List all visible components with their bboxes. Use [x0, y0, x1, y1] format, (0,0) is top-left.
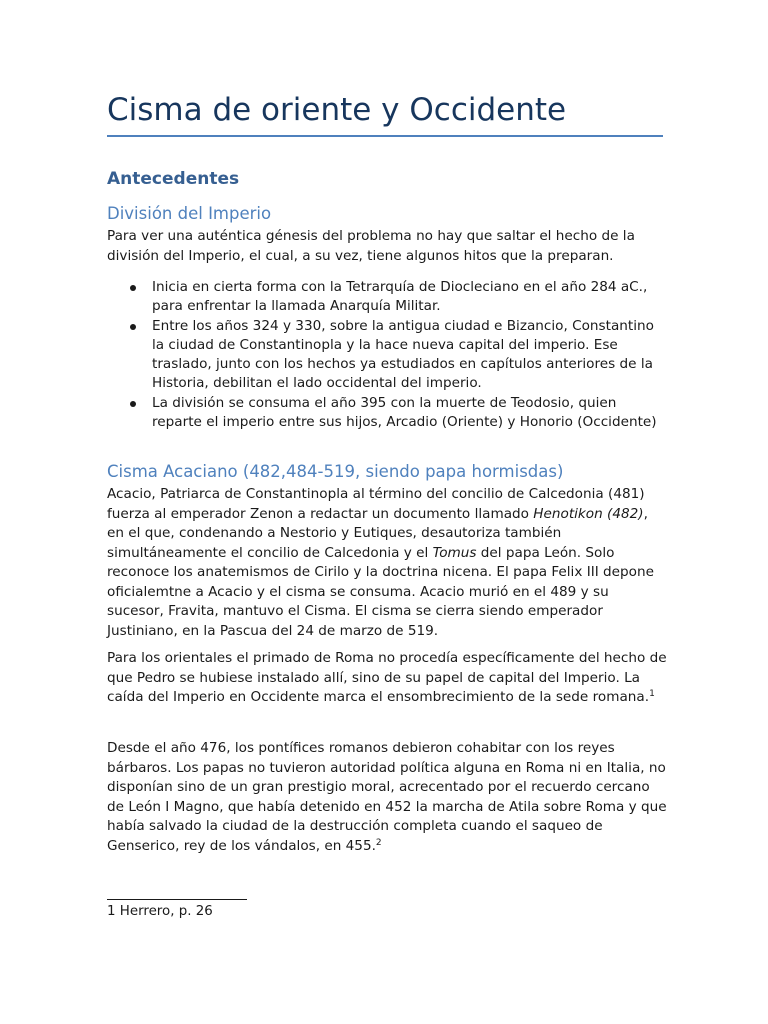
bullet-icon	[130, 285, 136, 291]
bullet-icon	[130, 324, 136, 330]
paragraph-acaciano-1	[107, 485, 667, 641]
list-item	[107, 317, 663, 394]
text-run: del papa León. Solo reconoce los anatemismos de Cirilo y la doctrina nicena. El papa Felix III depone oficialemtne a Acacio y el cisma se consuma. Acacio murió en el 489 y su sucesor, Fravita, mantuvo el Cisma. El cisma se cierra siendo emperador Justiniano, en la Pascua del 24 de marzo de 519.	[107, 544, 654, 639]
text-run: Para los orientales el primado de Roma no procedía específicamente del hecho de que Pedro se hubiese instalado allí, sino de su papel de capital del Imperio. La caída del Imperio en Occidente marca el ensombrecimiento de la sede romana.	[107, 650, 667, 705]
title-underline	[107, 135, 663, 137]
footnote-reference-1[interactable]: 1	[649, 689, 655, 699]
footnote-reference-2[interactable]: 2	[375, 837, 382, 848]
text-run: Acacio, Patriarca de Constantinopla al término del concilio de Calcedonia (481) fuerza al emperador Zenon a redactar un documento llamado	[107, 486, 645, 522]
footnote-1: 1 Herrero, p. 26	[107, 904, 213, 919]
text-run: Desde el año 476, los pontífices romanos debieron cohabitar con los reyes bárbaros. Los papas no tuvieron autoridad política alguna en Roma ni en Italia, no disponían sino de un gran prestigio moral, acrecentado por el recuerdo cercano de León I Magno, que había detenido en 452 la marcha de Atila sobre Roma y que había salvado la ciudad de la destrucción completa cuando el saqueo de Genserico, rey de los vándalos, en 455.	[107, 740, 667, 854]
paragraph-acaciano-3	[107, 739, 667, 856]
text-run-henotikon: Henotikon (482)	[533, 505, 644, 522]
paragraph-division-intro: Para ver una auténtica génesis del problema no hay que saltar el hecho de la división del Imperio, el cual, a su vez, tiene algunos hitos que la preparan.	[107, 228, 635, 264]
bullet-icon	[130, 401, 136, 407]
text-run: , en el que, condenando a Nestorio y Eutiques, desautoriza también simultáneamente el concilio de Calcedonia y el	[107, 505, 648, 561]
list-item-text: Entre los años 324 y 330, sobre la antigua ciudad e Bizancio, Constantino la ciudad de Constantinopla y la hace nueva capital del imperio. Ese traslado, junto con los hechos ya estudiados en capítulos anteriores de la Historia, debilitan el lado occidental del imperio.	[152, 317, 654, 392]
text-run-tomus: Tomus	[432, 544, 477, 561]
heading-cisma-acaciano: Cisma Acaciano (482,484-519, siendo papa hormisdas)	[107, 462, 564, 481]
bullet-list-division	[107, 278, 663, 432]
heading-antecedentes: Antecedentes	[107, 169, 240, 189]
heading-division-del-imperio: División del Imperio	[107, 204, 272, 223]
footnote-separator	[107, 899, 247, 900]
list-item	[107, 278, 663, 317]
paragraph-acaciano-2	[107, 649, 667, 708]
list-item	[107, 394, 663, 433]
list-item-text: Inicia en cierta forma con la Tetrarquía de Diocleciano en el año 284 aC., para enfrentar la llamada Anarquía Militar.	[152, 279, 648, 315]
list-item-text: La división se consuma el año 395 con la muerte de Teodosio, quien reparte el imperio entre sus hijos, Arcadio (Oriente) y Honorio (Occidente)	[152, 394, 657, 431]
document-title: Cisma de oriente y Occidente	[107, 92, 567, 128]
